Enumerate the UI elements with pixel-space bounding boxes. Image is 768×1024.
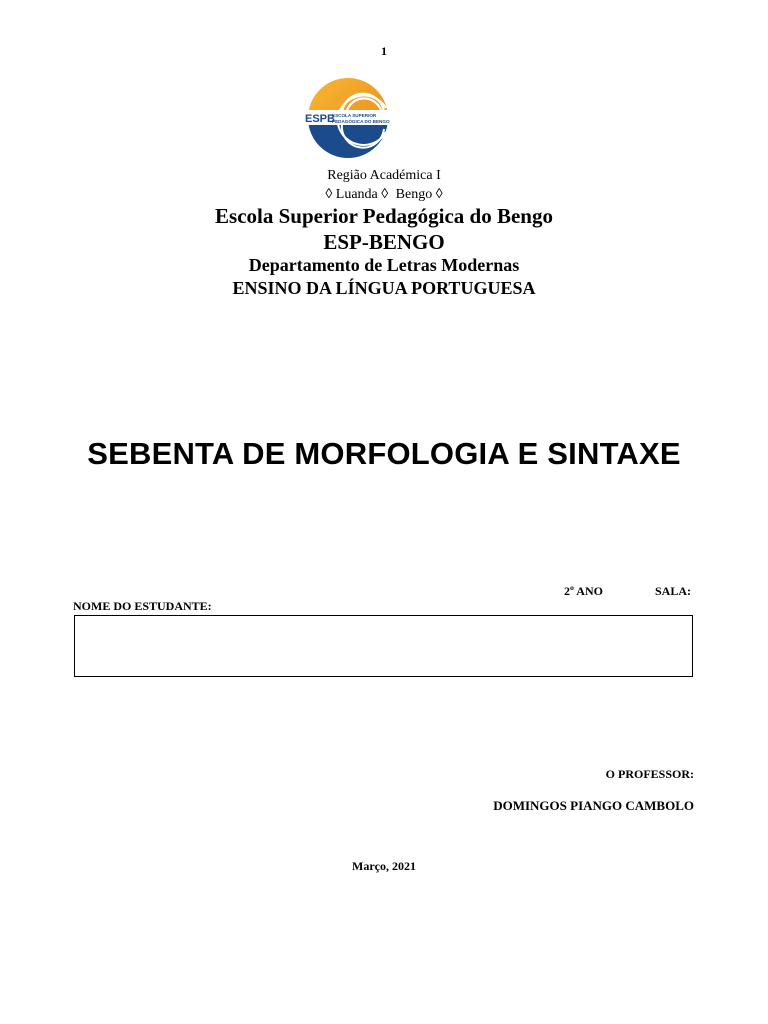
- year-label: 2º ANO: [564, 584, 603, 598]
- document-title: SEBENTA DE MORFOLOGIA E SINTAXE: [87, 436, 681, 471]
- department-name: Departamento de Letras Modernas: [248, 255, 520, 275]
- logo-line2: PEDAGÓGICA DO BENGO: [332, 119, 390, 124]
- professor-label: O PROFESSOR:: [605, 767, 694, 781]
- document-date: Março, 2021: [352, 859, 416, 873]
- room-label: SALA:: [655, 584, 692, 598]
- student-name-field[interactable]: [74, 615, 693, 677]
- school-acronym: ESP-BENGO: [323, 230, 445, 254]
- region-label: Região Académica I: [327, 168, 441, 183]
- location-luanda: ◊ Luanda ◊: [325, 187, 389, 202]
- school-name: Escola Superior Pedagógica do Bengo: [215, 204, 553, 228]
- locations: [0, 187, 768, 203]
- course-name: ENSINO DA LÍNGUA PORTUGUESA: [232, 278, 536, 298]
- logo-abbrev: ESPB: [305, 113, 335, 125]
- professor-name: DOMINGOS PIANGO CAMBOLO: [493, 798, 694, 813]
- student-name-label: NOME DO ESTUDANTE:: [73, 599, 212, 613]
- location-bengo: Bengo ◊: [395, 187, 443, 202]
- logo-line1: ESCOLA SUPERIOR: [332, 113, 377, 118]
- page-number: 1: [381, 44, 387, 58]
- espb-logo-icon: [302, 76, 394, 160]
